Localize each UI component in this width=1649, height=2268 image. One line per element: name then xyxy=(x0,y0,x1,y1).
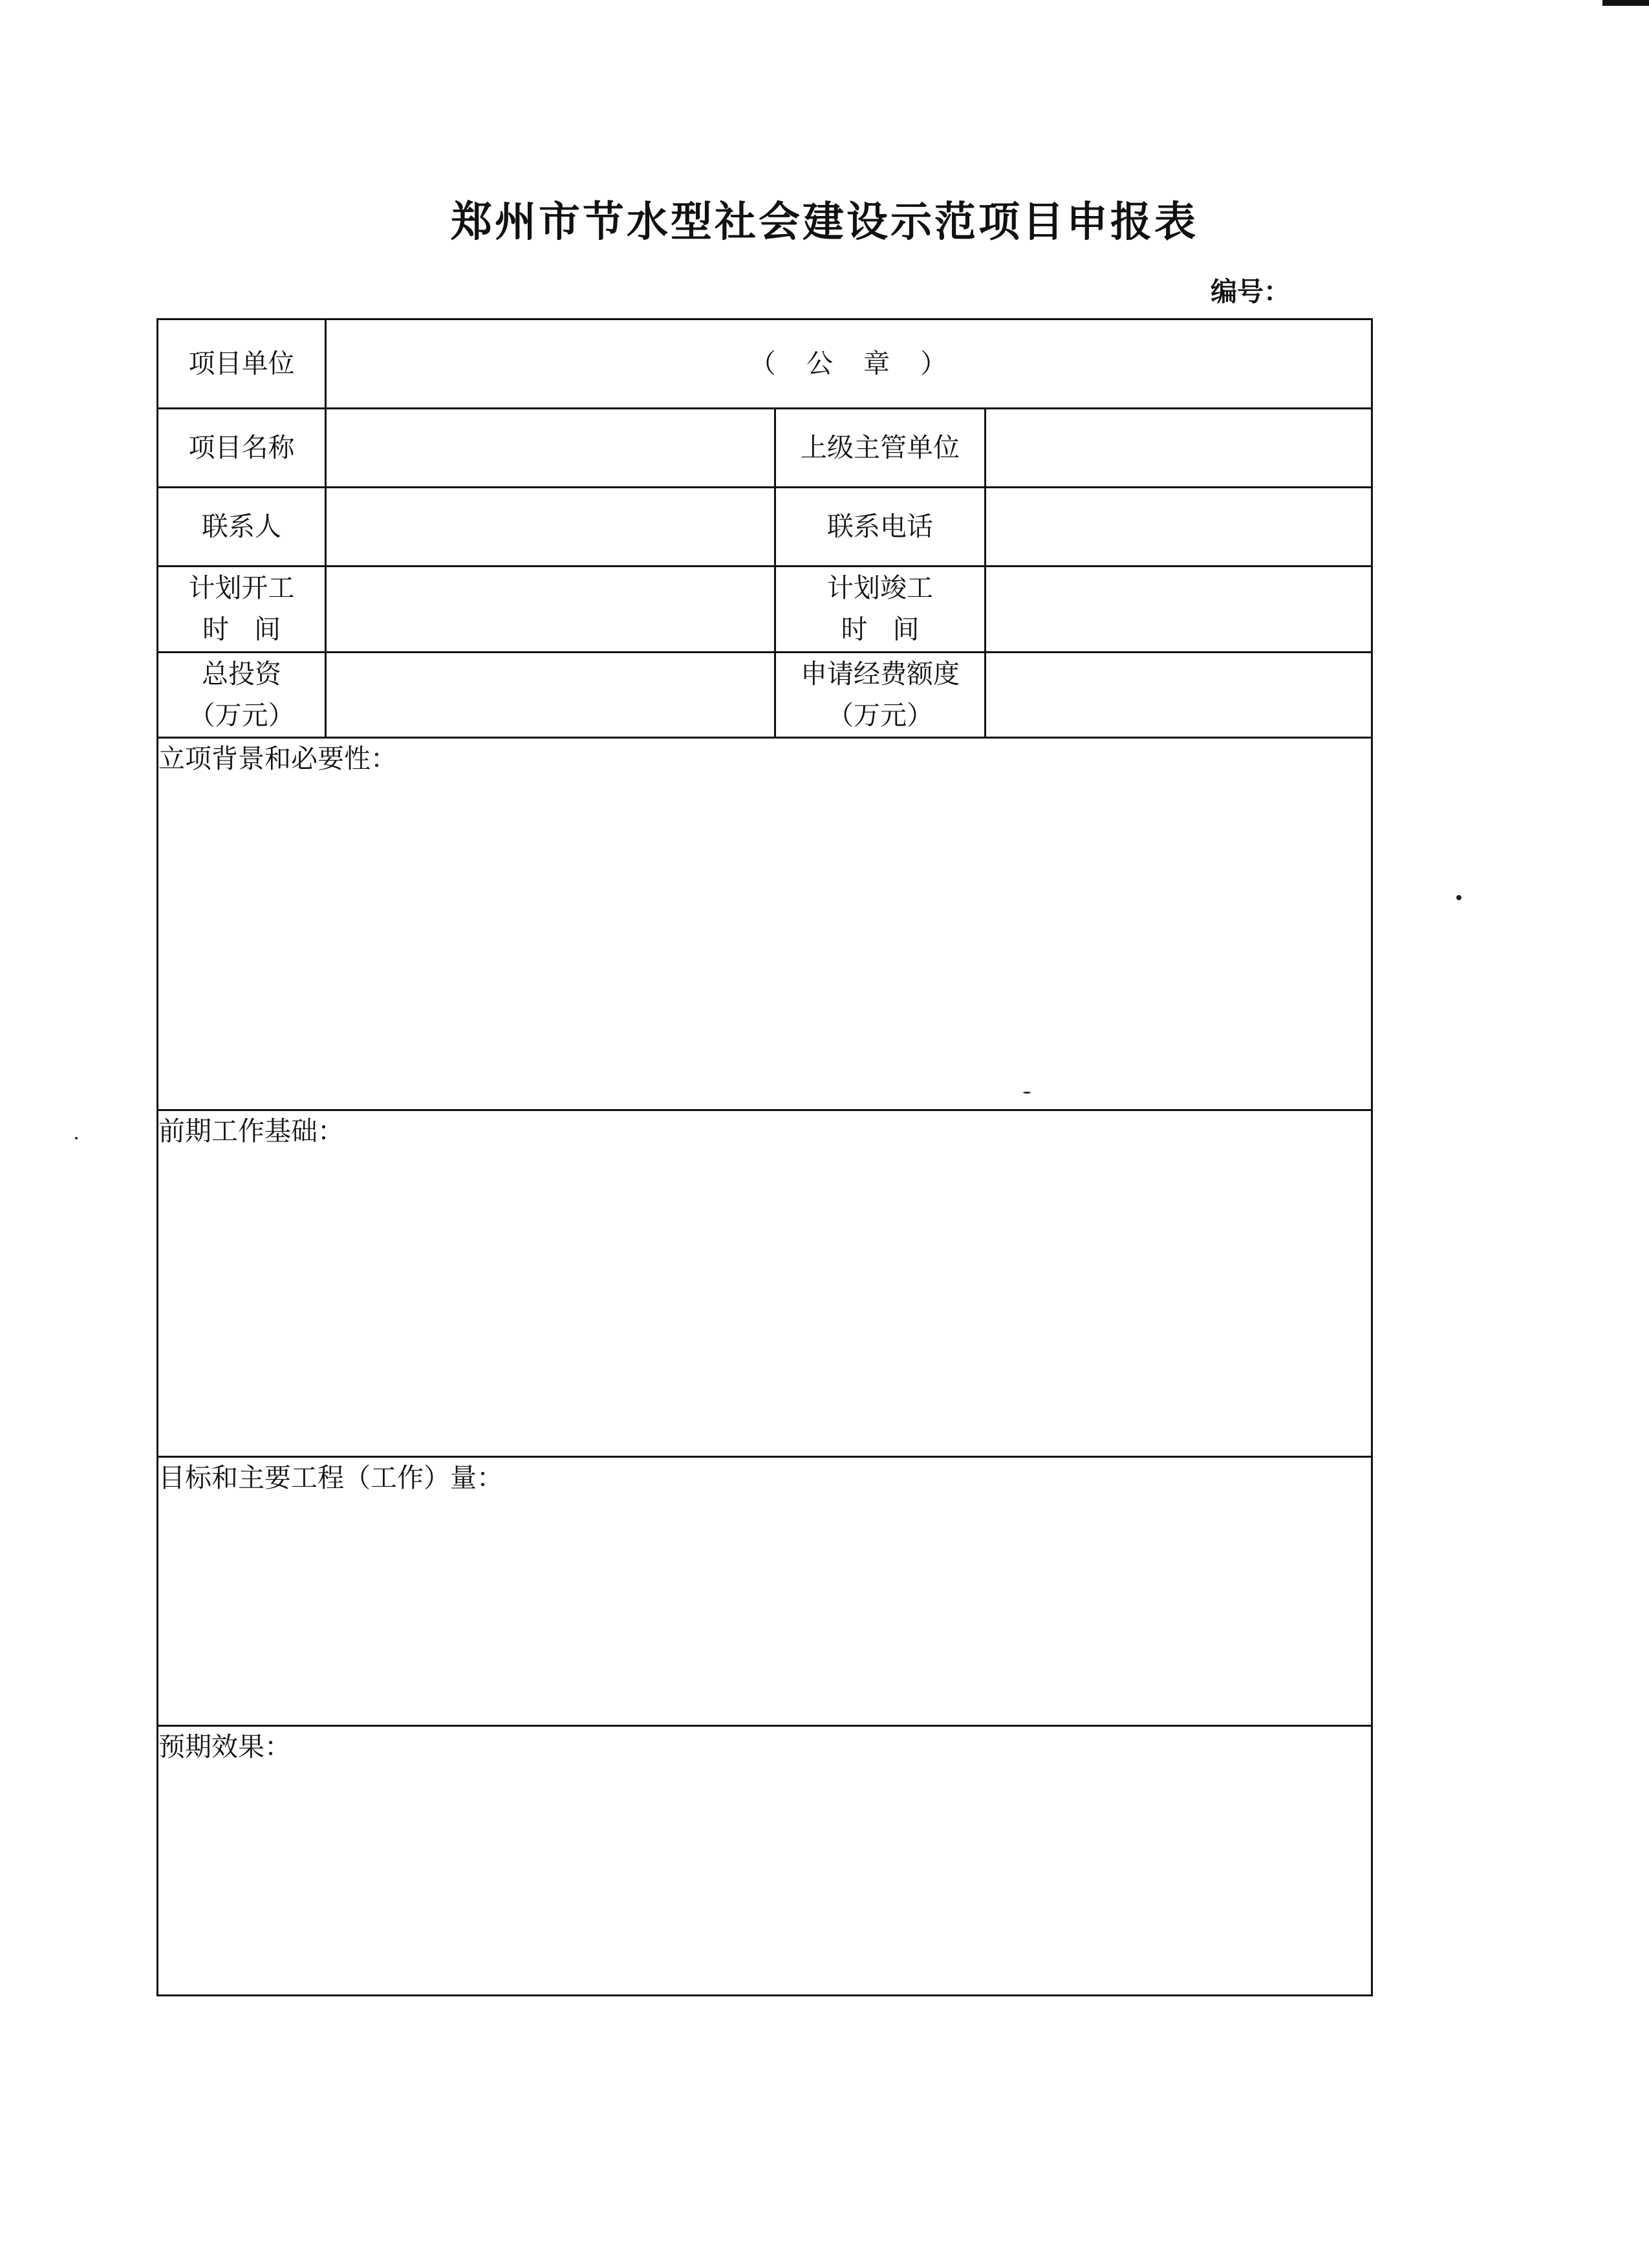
scan-speck xyxy=(1456,895,1461,900)
contact-field[interactable] xyxy=(326,488,775,567)
phone-field[interactable] xyxy=(986,488,1372,567)
form-row-contact xyxy=(158,488,1372,567)
requested-funding-label-line2: （万元） xyxy=(827,699,933,731)
background-label: 立项背景和必要性： xyxy=(158,743,397,774)
page-corner-mark xyxy=(1602,0,1649,6)
form-row-background xyxy=(158,738,1372,1110)
effects-label: 预期效果： xyxy=(158,1731,291,1762)
scan-speck xyxy=(75,1137,78,1139)
stamp-placeholder: （ 公 章 ） xyxy=(749,347,949,379)
end-time-label-line1: 计划竣工 xyxy=(827,572,933,604)
start-time-label-line2: 时 间 xyxy=(202,614,281,645)
foundation-section[interactable] xyxy=(158,1110,1372,1457)
investment-label xyxy=(158,653,326,738)
form-row-unit xyxy=(158,319,1372,409)
end-time-field[interactable] xyxy=(986,567,1372,653)
page-title: 郑州市节水型社会建设示范项目申报表 xyxy=(451,199,1198,246)
phone-label: 联系电话 xyxy=(775,488,986,567)
goals-label: 目标和主要工程（工作）量： xyxy=(158,1462,503,1493)
form-row-effects xyxy=(158,1726,1372,1996)
supervisor-label: 上级主管单位 xyxy=(775,409,986,488)
background-section[interactable] xyxy=(158,738,1372,1110)
unit-label: 项目单位 xyxy=(158,319,326,409)
start-time-field[interactable] xyxy=(326,567,775,653)
start-time-label-line1: 计划开工 xyxy=(188,572,295,604)
serial-number-label: 编号： xyxy=(1211,276,1290,307)
end-time-label-line2: 时 间 xyxy=(841,614,920,645)
project-name-label: 项目名称 xyxy=(158,409,326,488)
supervisor-field[interactable] xyxy=(986,409,1372,488)
requested-funding-label xyxy=(775,653,986,738)
form-row-goals xyxy=(158,1457,1372,1726)
contact-label: 联系人 xyxy=(158,488,326,567)
end-time-label xyxy=(775,567,986,653)
goals-section[interactable] xyxy=(158,1457,1372,1726)
form-row-funding xyxy=(158,653,1372,738)
foundation-label: 前期工作基础： xyxy=(158,1116,344,1147)
application-form-table xyxy=(156,318,1373,1996)
effects-section[interactable] xyxy=(158,1726,1372,1996)
requested-funding-label-line1: 申请经费额度 xyxy=(801,658,960,689)
investment-label-line2: （万元） xyxy=(188,699,295,731)
investment-field[interactable] xyxy=(326,653,775,738)
requested-funding-field[interactable] xyxy=(986,653,1372,738)
project-name-field[interactable] xyxy=(326,409,775,488)
form-row-schedule xyxy=(158,567,1372,653)
start-time-label xyxy=(158,567,326,653)
form-row-name xyxy=(158,409,1372,488)
investment-label-line1: 总投资 xyxy=(202,658,281,689)
form-row-foundation xyxy=(158,1110,1372,1457)
unit-stamp-field[interactable] xyxy=(326,319,1372,409)
